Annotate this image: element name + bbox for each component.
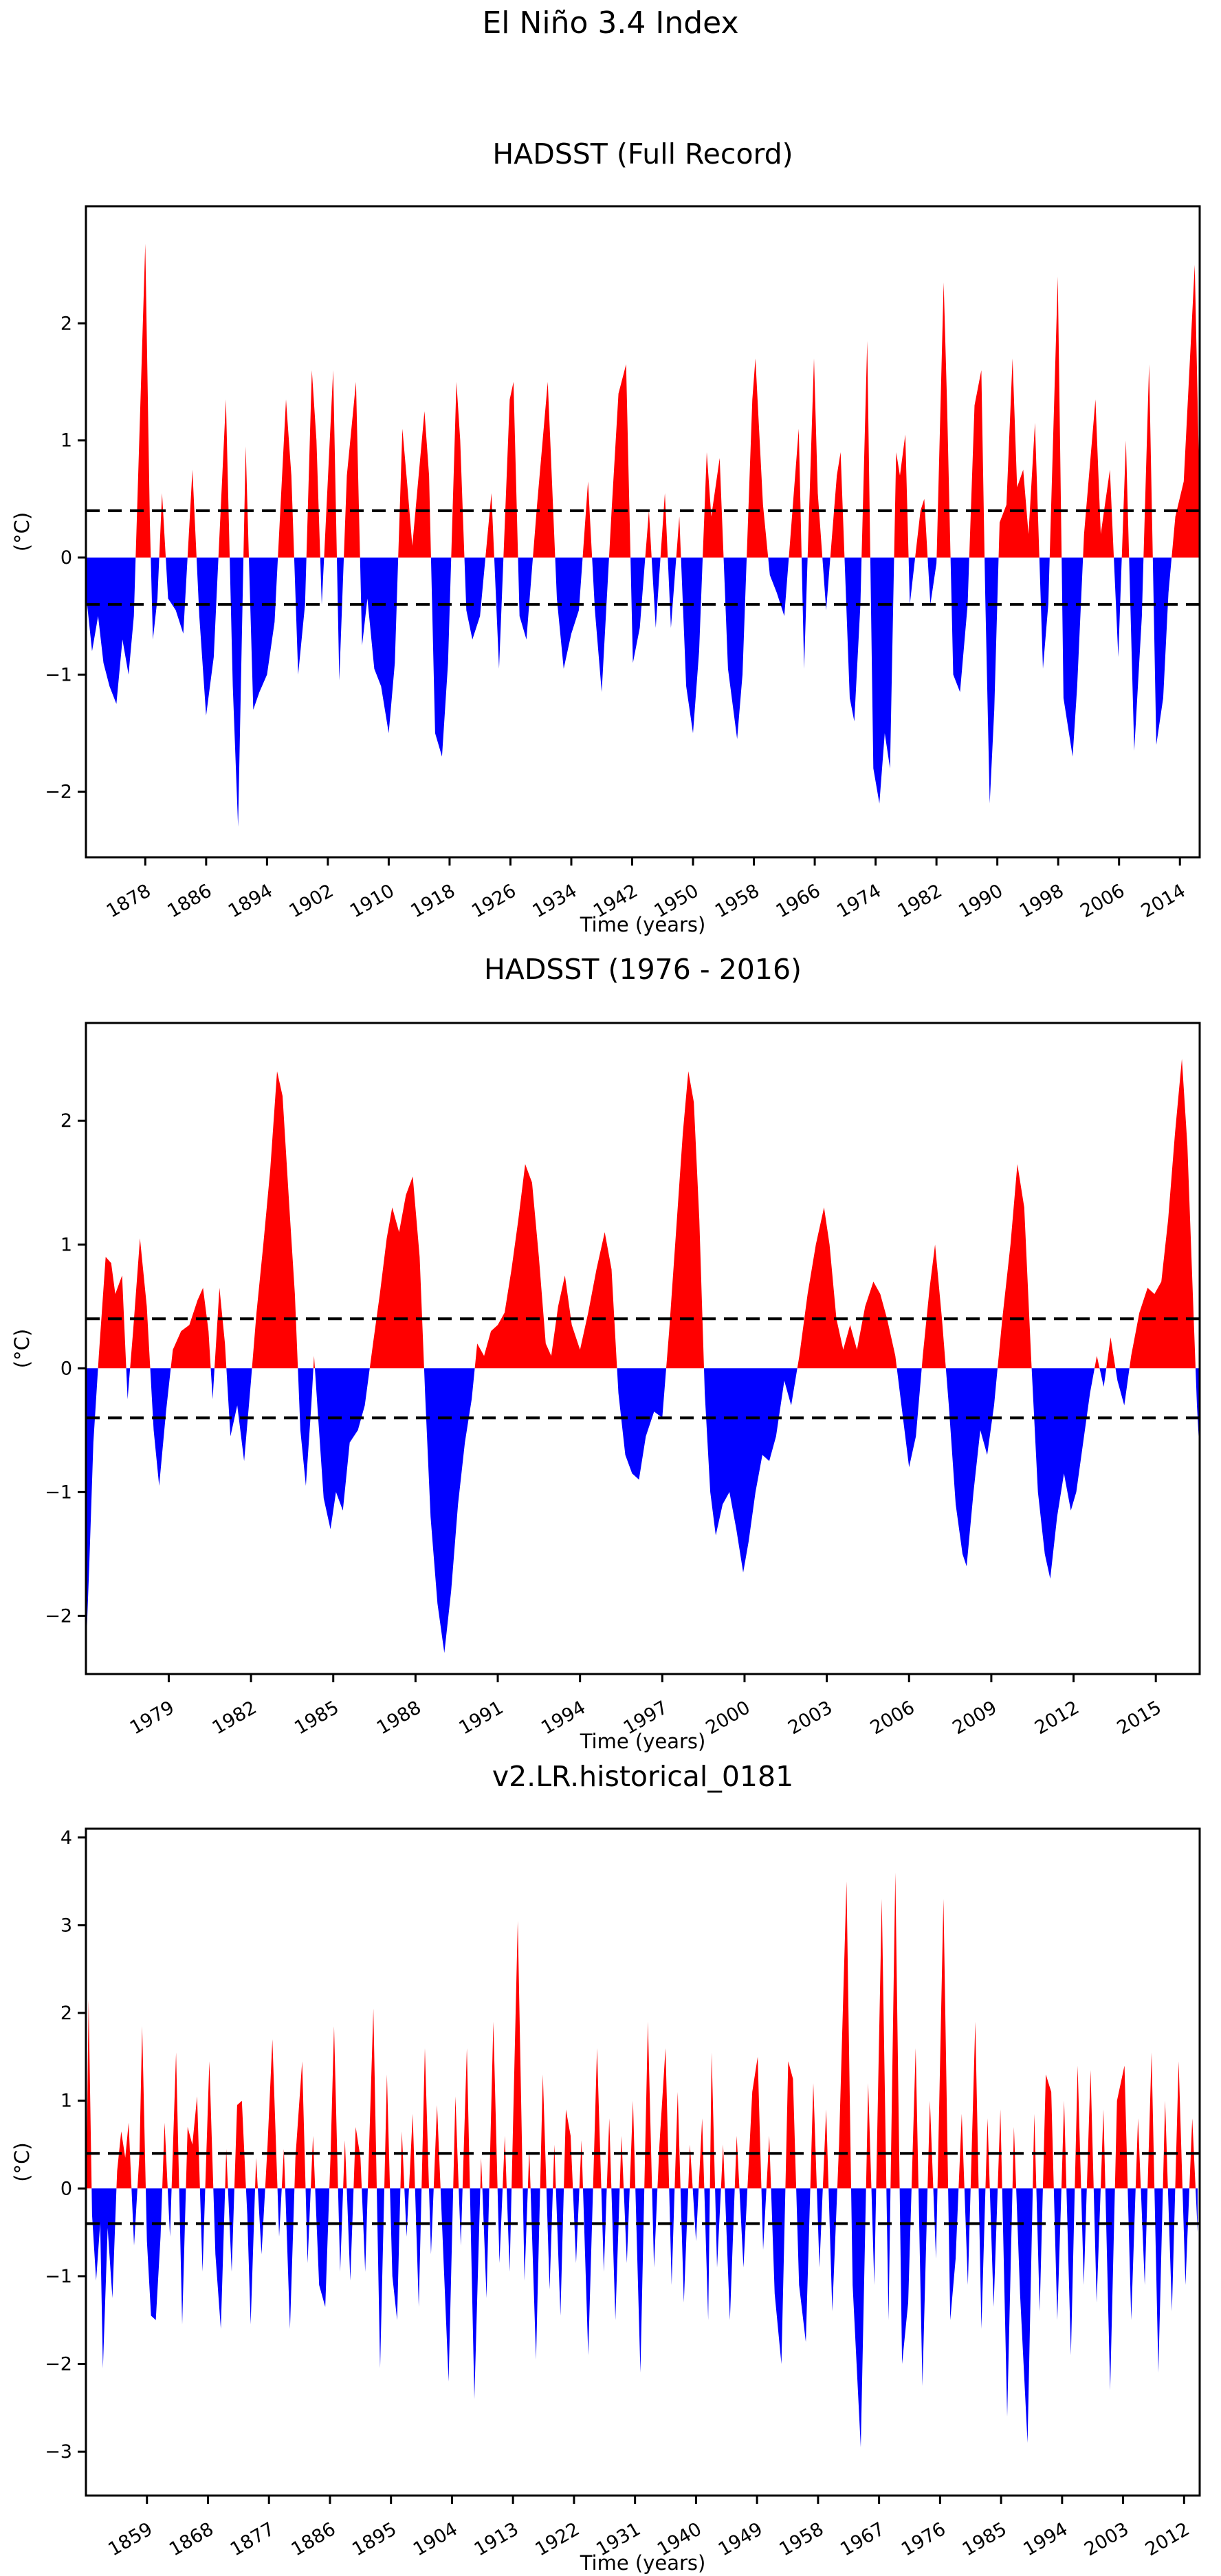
x-tick-label: 1934 bbox=[529, 880, 581, 923]
figure-title: El Niño 3.4 Index bbox=[482, 5, 739, 41]
x-tick-label: 2003 bbox=[1081, 2518, 1133, 2561]
y-ticks bbox=[45, 1110, 86, 1627]
x-tick-label: 2012 bbox=[1031, 1697, 1084, 1739]
x-axis-label: Time (years) bbox=[580, 913, 706, 936]
positive-anomaly-fill bbox=[86, 1059, 1200, 1368]
negative-anomaly-fill bbox=[86, 558, 1199, 827]
x-tick-label: 1895 bbox=[349, 2518, 401, 2561]
x-tick-label: 1997 bbox=[619, 1697, 672, 1739]
y-tick-label: −1 bbox=[45, 2265, 72, 2287]
y-tick-label: −2 bbox=[45, 1605, 72, 1627]
x-tick-label: 1991 bbox=[455, 1697, 507, 1739]
x-tick-label: 1942 bbox=[589, 880, 642, 923]
y-tick-label: 1 bbox=[60, 430, 72, 452]
axes-spines bbox=[86, 1023, 1200, 1674]
y-tick-label: 1 bbox=[60, 1234, 72, 1256]
x-tick-label: 1966 bbox=[772, 880, 824, 923]
subplot-3-plot-area bbox=[10, 1827, 1200, 2575]
subplot-3-title: v2.LR.historical_0181 bbox=[492, 1760, 794, 1793]
x-tick-label: 1931 bbox=[593, 2518, 645, 2561]
y-tick-label: 4 bbox=[60, 1827, 72, 1849]
x-tick-label: 1988 bbox=[373, 1697, 425, 1739]
x-tick-label: 1974 bbox=[833, 880, 886, 923]
x-tick-label: 2015 bbox=[1113, 1697, 1165, 1739]
x-tick-label: 1894 bbox=[224, 880, 276, 923]
y-tick-label: 0 bbox=[60, 547, 72, 569]
y-axis-label: (°C) bbox=[10, 1328, 34, 1369]
y-tick-label: 1 bbox=[60, 2090, 72, 2112]
x-tick-label: 1994 bbox=[538, 1697, 590, 1739]
y-tick-label: 0 bbox=[60, 2178, 72, 2200]
x-tick-label: 1950 bbox=[650, 880, 703, 923]
x-tick-label: 1902 bbox=[285, 880, 338, 923]
y-ticks bbox=[45, 1827, 86, 2463]
x-tick-label: 1998 bbox=[1015, 880, 1068, 923]
x-tick-label: 2009 bbox=[949, 1697, 1001, 1739]
x-tick-label: 1958 bbox=[776, 2518, 828, 2561]
x-tick-label: 1868 bbox=[165, 2518, 217, 2561]
x-tick-label: 1877 bbox=[226, 2518, 278, 2561]
y-tick-label: 2 bbox=[60, 1110, 72, 1132]
x-tick-label: 1949 bbox=[714, 2518, 767, 2561]
x-tick-label: 1976 bbox=[897, 2518, 949, 2561]
x-tick-label: 1886 bbox=[164, 880, 216, 923]
x-tick-label: 1926 bbox=[468, 880, 520, 923]
x-tick-label: 1859 bbox=[104, 2518, 157, 2561]
x-tick-label: 1904 bbox=[409, 2518, 461, 2561]
y-tick-label: 0 bbox=[60, 1358, 72, 1380]
subplot-2-plot-area bbox=[10, 1023, 1200, 1753]
y-tick-label: −2 bbox=[45, 2353, 72, 2375]
x-tick-label: 1940 bbox=[653, 2518, 705, 2561]
x-tick-label: 1985 bbox=[958, 2518, 1011, 2561]
axes-spines bbox=[86, 1829, 1200, 2496]
x-tick-label: 1967 bbox=[837, 2518, 889, 2561]
x-tick-label: 1913 bbox=[470, 2518, 522, 2561]
x-tick-label: 2014 bbox=[1137, 880, 1189, 923]
y-ticks bbox=[45, 313, 86, 802]
positive-anomaly-fill bbox=[87, 1873, 1198, 2189]
subplot-1-plot-area bbox=[10, 206, 1200, 936]
x-tick-label: 1958 bbox=[712, 880, 764, 923]
x-tick-label: 2012 bbox=[1141, 2518, 1194, 2561]
x-axis-label: Time (years) bbox=[580, 1730, 706, 1753]
x-tick-label: 1979 bbox=[126, 1697, 178, 1739]
y-tick-label: 2 bbox=[60, 2003, 72, 2025]
y-axis-label: (°C) bbox=[10, 2142, 34, 2182]
y-tick-label: 3 bbox=[60, 1915, 72, 1937]
y-tick-label: −3 bbox=[45, 2441, 72, 2463]
x-tick-label: 2000 bbox=[702, 1697, 754, 1739]
x-tick-label: 1886 bbox=[287, 2518, 340, 2561]
x-tick-label: 1918 bbox=[407, 880, 459, 923]
x-tick-label: 1982 bbox=[208, 1697, 261, 1739]
x-axis-label: Time (years) bbox=[580, 2551, 706, 2575]
x-tick-label: 1878 bbox=[102, 880, 155, 923]
y-tick-label: −1 bbox=[45, 664, 72, 686]
y-axis-label: (°C) bbox=[10, 511, 34, 552]
negative-anomaly-fill bbox=[86, 1368, 1200, 1653]
x-tick-label: 1985 bbox=[291, 1697, 343, 1739]
x-tick-label: 2003 bbox=[784, 1697, 837, 1739]
y-tick-label: −1 bbox=[45, 1482, 72, 1504]
x-tick-label: 1982 bbox=[894, 880, 946, 923]
subplot-1-title: HADSST (Full Record) bbox=[492, 137, 793, 170]
x-tick-label: 2006 bbox=[866, 1697, 918, 1739]
x-tick-label: 1994 bbox=[1020, 2518, 1072, 2561]
x-tick-label: 1990 bbox=[955, 880, 1007, 923]
negative-anomaly-fill bbox=[87, 2188, 1198, 2447]
y-tick-label: −2 bbox=[45, 781, 72, 803]
x-tick-label: 1922 bbox=[531, 2518, 584, 2561]
subplot-2-title: HADSST (1976 - 2016) bbox=[483, 953, 802, 986]
x-tick-label: 2006 bbox=[1077, 880, 1129, 923]
y-tick-label: 2 bbox=[60, 313, 72, 335]
x-tick-label: 1910 bbox=[346, 880, 398, 923]
